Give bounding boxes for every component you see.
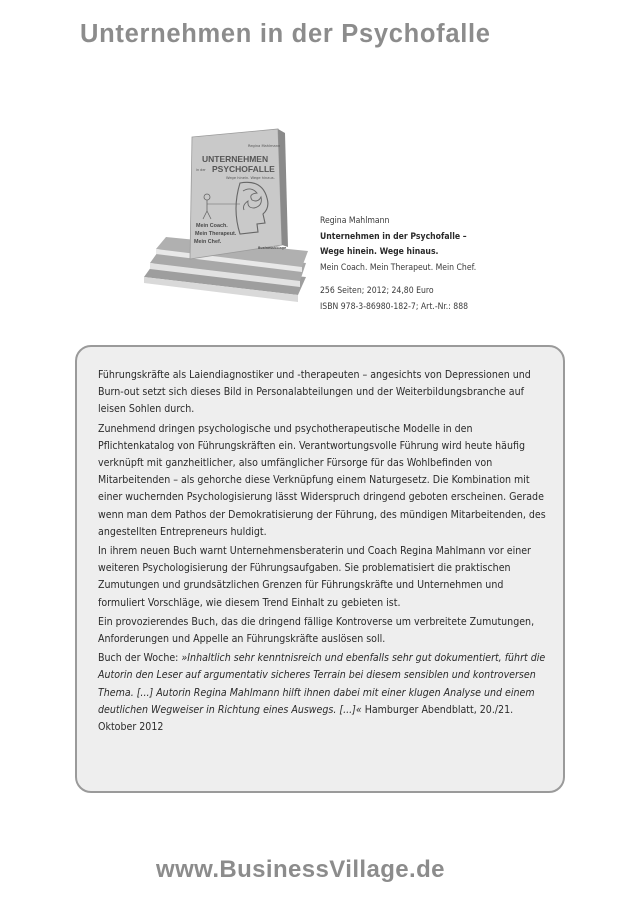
book-info [320, 214, 560, 316]
book-author: Regina Mahlmann [320, 216, 390, 226]
review-quote: »Inhaltlich sehr kenntnisreich und ebenfalls sehr gut dokumentiert, führt die Autorin den Leser auf argumentativ sicheres Terrain bei diesem sensiblen und kontroversen Thema. [...] Autorin Regina Mahlmann hilft ihnen dabei mit einer klugen Analyse und einem deutlichen Wegweiser in Richtung eines Auswegs. [...]« [98, 652, 546, 716]
description-paragraph-3: In ihrem neuen Buch warnt Unternehmensberaterin und Coach Regina Mahlmann vor einer weiteren Psychologisierung der Führungsaufgaben. Sie problematisiert die praktischen Zumutungen und grundsätzlichen Grenzen für Führungskräfte und Unternehmen und formuliert Vorschläge, wie diesem Trend Einhalt zu gebieten ist. [98, 545, 531, 609]
description-paragraph-4: Ein provozierendes Buch, das die dringend fällige Kontroverse um verbreitete Zumutungen, Anforderungen und Appelle an Führungskräfte auslösen soll. [98, 615, 535, 646]
description-paragraph-1: Führungskräfte als Laiendiagnostiker und -therapeuten – angesichts von Depressionen und Burn-out setzt sich dieses Bild in Personalabteilungen und der Weiterbildungsbranche auf leisen Sohlen durch. [98, 369, 531, 416]
book-details: 256 Seiten; 2012; 24,80 Euro [320, 286, 434, 297]
cover-tagline2: Mein Therapeut. [195, 231, 237, 237]
book-subtitle: Wege hinein. Wege hinaus. [320, 247, 439, 258]
cover-tagline1: Mein Coach. [196, 223, 228, 229]
website-url[interactable]: www.BusinessVillage.de [156, 856, 445, 883]
book-stack-illustration [140, 125, 310, 310]
cover-subtitle: Wege hinein. Wege hinaus. [226, 176, 275, 180]
review-paragraph [98, 650, 549, 736]
cover-tagline3: Mein Chef. [194, 239, 222, 245]
review-source: Hamburger Abendblatt, 20./21. Oktober 2012 [98, 703, 514, 734]
description-paragraph-2: Zunehmend dringen psychologische und psychotherapeutische Modelle in den Pflichtenkatalog von Führungskräften ein. Verantwortungsvolle Führung wird heute häufig verknüpft mit ganzheitlicher, also umfänglicher Fürsorge für das Wohlbefinden von Mitarbeitenden – als gehorche diese Verknüpfung einem Naturgesetz. Die Kombination mit einer wuchernden Psychologisierung lässt Widerspruch dringend geboten erscheinen. Gerade wenn man dem Pathos der Demokratisierung der Führung, des mündigen Mitarbeitenden, des angestellten Entrepreneurs huldigt. [98, 422, 546, 538]
description-box [75, 345, 565, 793]
book-cover-image [140, 125, 310, 310]
cover-title-line1: UNTERNEHMEN [202, 154, 269, 164]
cover-author: Regina Mahlmann [248, 144, 281, 148]
book-title: Unternehmen in der Psychofalle – [320, 231, 467, 242]
review-prefix: Buch der Woche: [98, 652, 182, 665]
book-isbn: ISBN 978-3-86980-182-7; Art.-Nr.: 888 [320, 301, 469, 312]
cover-publisher: BusinessVillage [258, 246, 287, 250]
cover-title-small: in der [196, 168, 206, 172]
cover-title-line2: PSYCHOFALLE [212, 164, 275, 174]
book-tagline: Mein Coach. Mein Therapeut. Mein Chef. [320, 262, 477, 273]
page-title: Unternehmen in der Psychofalle [80, 20, 491, 48]
